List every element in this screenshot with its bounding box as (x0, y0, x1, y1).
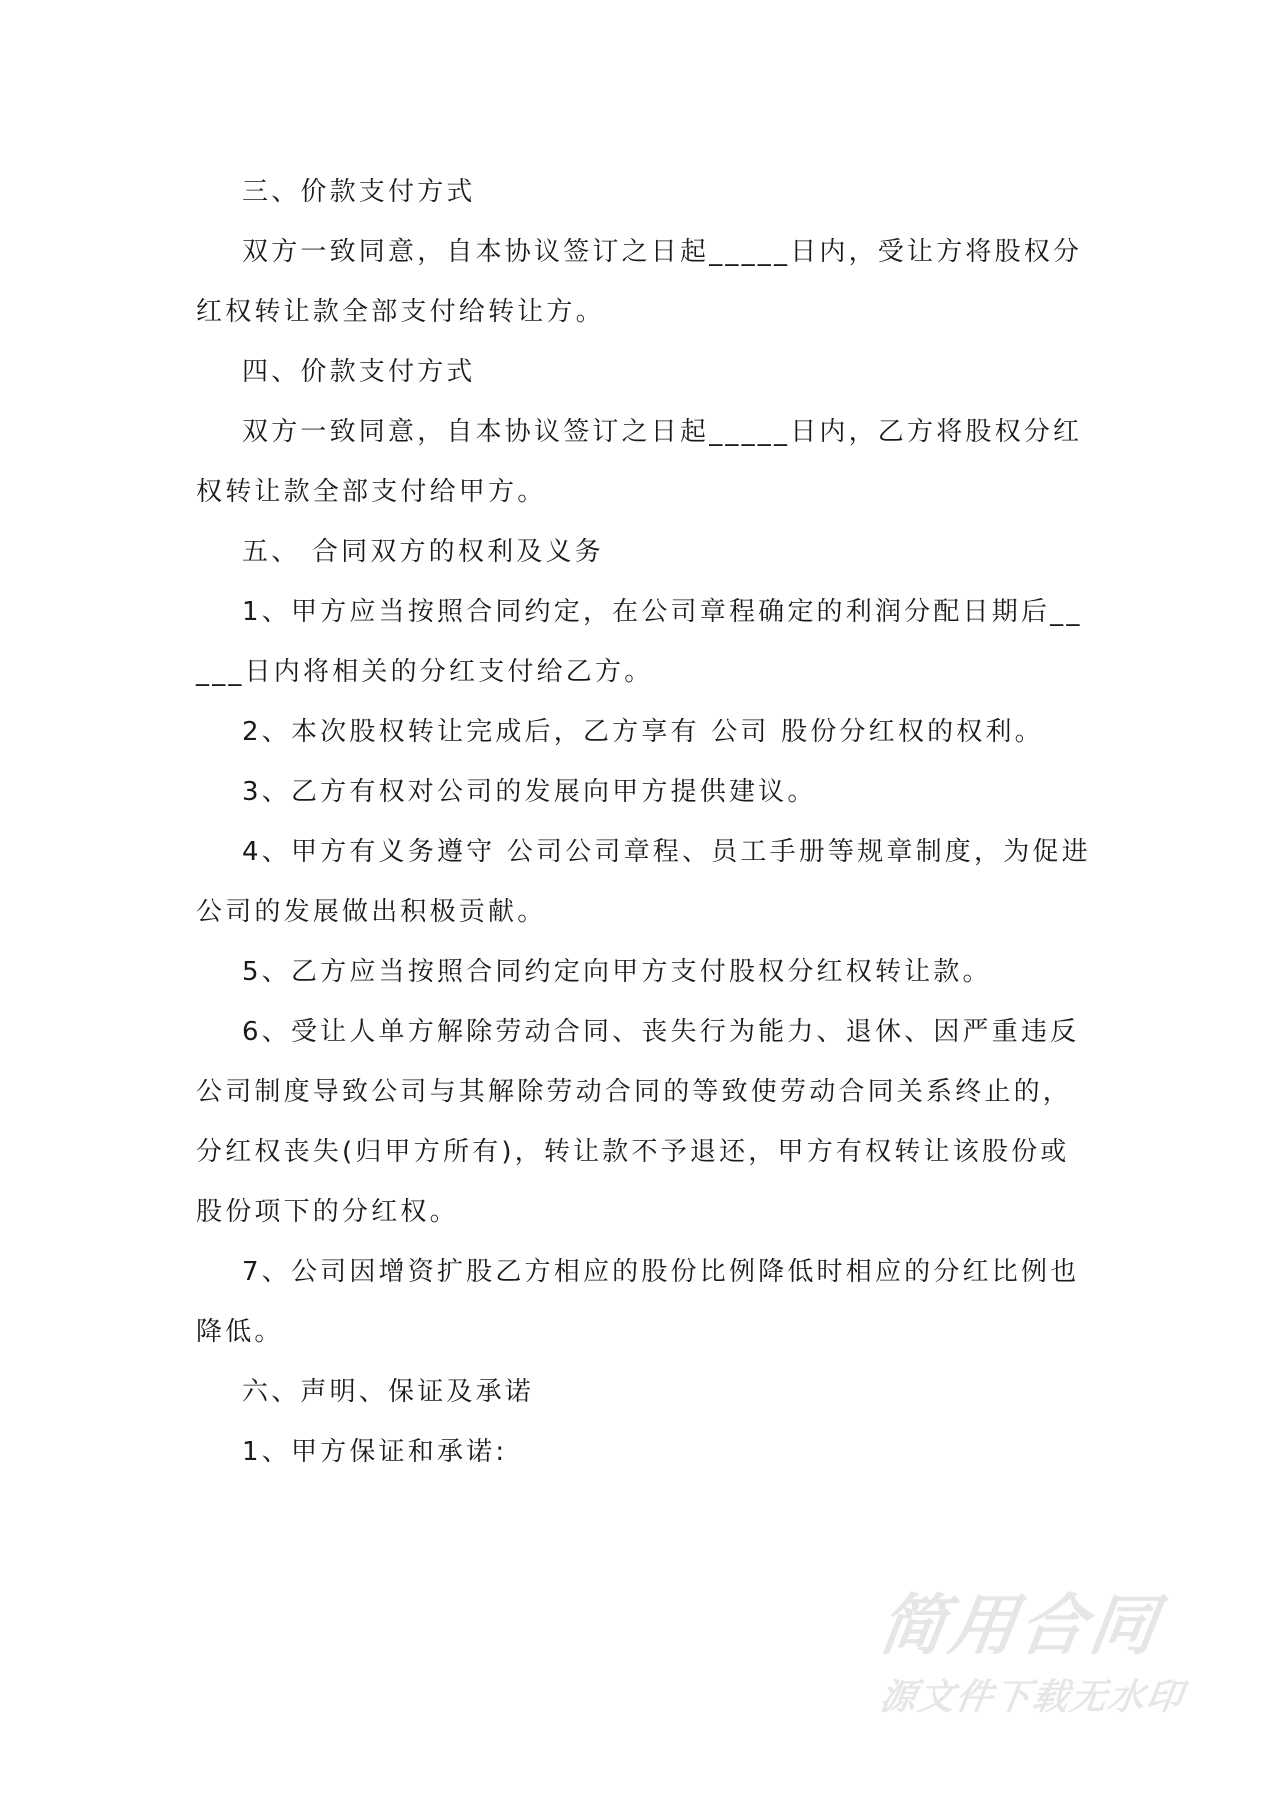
section-6-heading: 六、声明、保证及承诺 (242, 1377, 535, 1407)
section-6-item-1: 1、甲方保证和承诺: (242, 1437, 508, 1467)
watermark-brand-text: 简用合同 (874, 1587, 1166, 1664)
section-5-item-4: 4、甲方有义务遵守 公司公司章程、员工手册等规章制度，为促进公司的发展做出积极贡献。 (196, 837, 1091, 927)
section-4-paragraph: 双方一致同意，自本协议签订之日起_____日内，乙方将股权分红权转让款全部支付给甲方。 (196, 417, 1083, 507)
section-3-paragraph: 双方一致同意，自本协议签订之日起_____日内，受让方将股权分红权转让款全部支付给转让方。 (196, 237, 1083, 327)
section-5-item-2: 2、本次股权转让完成后，乙方享有 公司 股份分红权的权利。 (242, 717, 1044, 747)
section-5-item-5: 5、乙方应当按照合同约定向甲方支付股权分红权转让款。 (242, 957, 992, 987)
section-3-heading: 三、价款支付方式 (242, 177, 476, 207)
section-5-heading: 五、 合同双方的权利及义务 (242, 537, 604, 567)
watermark (874, 1587, 1200, 1720)
document-body (196, 162, 1096, 1482)
section-5-item-6: 6、受让人单方解除劳动合同、丧失行为能力、退休、因严重违反公司制度导致公司与其解除劳动合同的等致使劳动合同关系终止的，分红权丧失(归甲方所有)，转让款不予退还，甲方有权转让该股份或股份项下的分红权。 (196, 1017, 1080, 1227)
watermark-tagline-text: 源文件下载无水印 (877, 1677, 1187, 1718)
section-5-item-7: 7、公司因增资扩股乙方相应的股份比例降低时相应的分红比例也降低。 (196, 1257, 1080, 1347)
section-4-heading: 四、价款支付方式 (242, 357, 476, 387)
section-5-item-3: 3、乙方有权对公司的发展向甲方提供建议。 (242, 777, 817, 807)
section-5-item-1: 1、甲方应当按照合同约定，在公司章程确定的利润分配日期后_____日内将相关的分红支付给乙方。 (196, 597, 1083, 687)
